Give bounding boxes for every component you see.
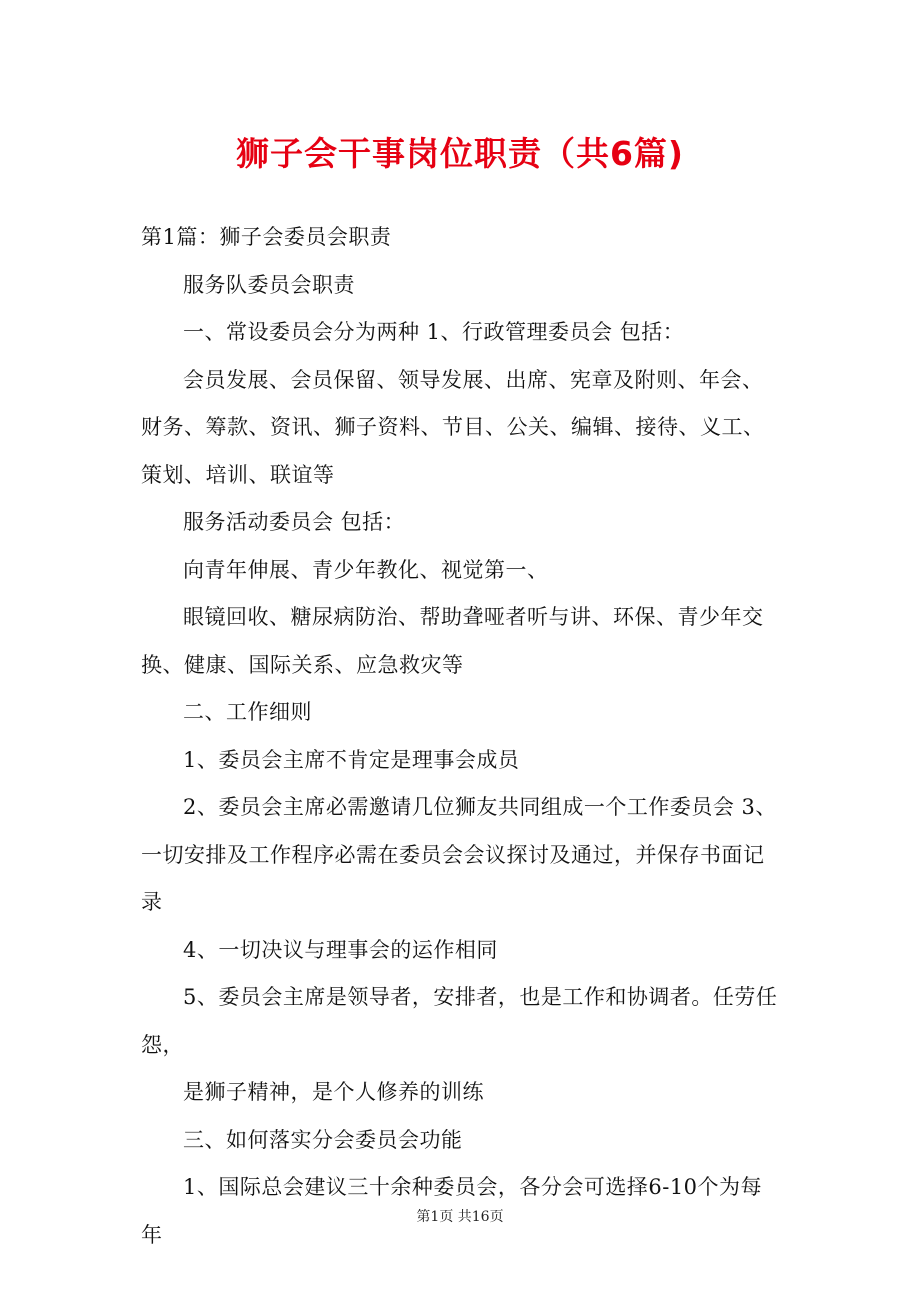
- paragraph: 4、一切决议与理事会的运作相同: [183, 937, 498, 962]
- paragraph: 1、国际总会建议三十余种委员会，各分会可选择6-10个为每年: [141, 1175, 763, 1247]
- paragraph: 5、委员会主席是领导者，安排者，也是工作和协调者。任劳任怨，: [141, 985, 778, 1057]
- paragraph: 三、如何落实分会委员会功能: [183, 1127, 463, 1152]
- paragraph: 向青年伸展、青少年教化、视觉第一、: [183, 557, 549, 582]
- paragraph: 一、常设委员会分为两种 1、行政管理委员会 包括：: [183, 320, 685, 344]
- paragraph: 二、工作细则: [183, 700, 312, 724]
- paragraph: 眼镜回收、糖尿病防治、帮助聋哑者听与讲、环保、青少年交换、健康、国际关系、应急救灾等: [141, 605, 764, 677]
- document-body: [141, 214, 781, 1259]
- paragraph: 服务活动委员会 包括：: [183, 510, 406, 534]
- paragraph: 2、委员会主席必需邀请几位狮友共同组成一个工作委员会 3、一切安排及工作程序必需在委员会会议探讨及通过，并保存书面记录: [141, 795, 777, 914]
- paragraph: 1、委员会主席不肯定是理事会成员: [183, 747, 520, 772]
- paragraph: 是狮子精神，是个人修养的训练: [183, 1080, 484, 1104]
- paragraph: 服务队委员会职责: [183, 272, 355, 297]
- document-title: 狮子会干事岗位职责（共6篇): [235, 134, 685, 173]
- paragraph: 会员发展、会员保留、领导发展、出席、宪章及附则、年会、财务、筹款、资讯、狮子资料、节目、公关、编辑、接待、义工、策划、培训、联谊等: [141, 367, 765, 487]
- paragraph: 第1篇：狮子会委员会职责: [141, 225, 392, 249]
- page-number-footer: 第1页 共16页: [416, 1209, 504, 1225]
